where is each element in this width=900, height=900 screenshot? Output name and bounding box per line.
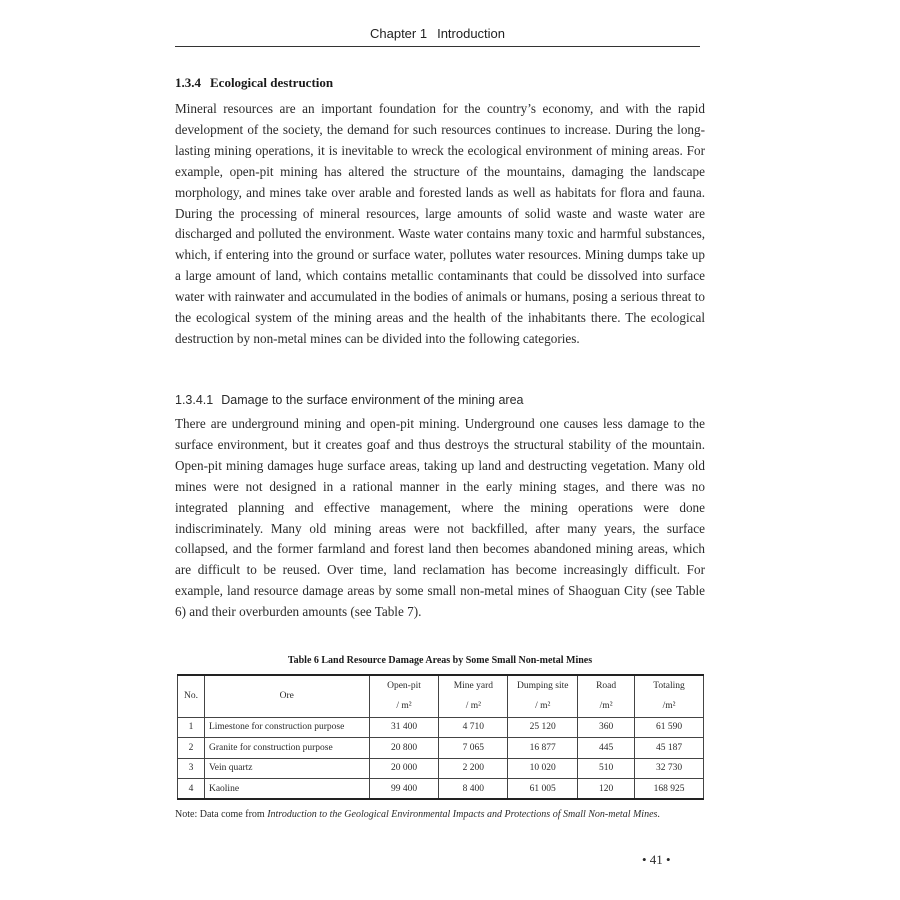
table-cell: 445: [578, 738, 635, 759]
table-cell: 32 730: [635, 758, 704, 779]
column-header: No.: [178, 675, 205, 717]
table-cell: Granite for construction purpose: [204, 738, 369, 759]
column-header: Totaling /m²: [635, 675, 704, 717]
table-cell: 7 065: [439, 738, 508, 759]
note-prefix: Note: Data come from: [175, 809, 268, 820]
section-number: 1.3.4: [175, 75, 201, 90]
column-header: Mine yard / m²: [439, 675, 508, 717]
table-cell: 45 187: [635, 738, 704, 759]
table-cell: 8 400: [439, 779, 508, 800]
table-row: [178, 717, 704, 738]
table-cell: 10 020: [508, 758, 578, 779]
table-row: [178, 779, 704, 800]
running-header: [175, 26, 700, 41]
table-cell: 2: [178, 738, 205, 759]
table-cell: 31 400: [369, 717, 439, 738]
table-row: [178, 758, 704, 779]
column-header: Road /m²: [578, 675, 635, 717]
section-heading: [175, 75, 333, 91]
body-paragraph: Mineral resources are an important foundation for the country’s economy, and with the rapid development of the society, the demand for such resources continues to increase. During the long-lasting mining operations, it is inevitable to wreck the ecological environment of mining areas. For example, open-pit mining has altered the structure of the mountains, damaging the landscape morphology, and mines take over arable and forested lands as well as habitats for flora and fauna. During the processing of mineral resources, large amounts of solid waste and waste water are discharged and polluted the environment. Waste water contains many toxic and harmful substances, which, if entering into the ground or surface water, pollutes water resources. Mining dumps take up a large amount of land, which contains metallic contaminants that could be dissolved into surface water with rainwater and accumulated in the bodies of animals or humans, posing a serious threat to the ecological system of the mining areas and the health of the inhabitants there. The ecological destruction by non-metal mines can be divided into the following categories.: [175, 101, 705, 346]
table-cell: 510: [578, 758, 635, 779]
note-source-title: Introduction to the Geological Environmental Impacts and Protections of Small Non-metal Mines: [267, 809, 658, 820]
section-title: Ecological destruction: [210, 75, 334, 90]
table-caption: Table 6 Land Resource Damage Areas by Some Small Non-metal Mines: [287, 655, 593, 666]
table-header-row: [178, 675, 704, 717]
subsection-heading: [175, 393, 524, 407]
header-rule: [175, 46, 700, 47]
body-paragraph: There are underground mining and open-pit mining. Underground one causes less damage to the surface environment, but it creates goaf and thus destroys the structural stability of the mountain. Open-pit mining damages huge surface areas, taking up land and destructing vegetation. Many old mines were not designed in a rational manner in the early mining stages, and there was no integrated planning and effective management, where the mining operations were done indiscriminately. Many old mining areas were not backfilled, after many years, the surface collapsed, and the former farmland and forest land then becomes abandoned mining areas, which are difficult to be reused. Over time, land reclamation has become increasingly difficult. For example, land resource damage areas by some small non-metal mines of Shaoguan City (see Table 6) and their overburden amounts (see Table 7).: [175, 416, 705, 620]
table-cell: 4: [178, 779, 205, 800]
column-header: Dumping site / m²: [508, 675, 578, 717]
table-note: [175, 804, 705, 825]
table-cell: 120: [578, 779, 635, 800]
column-header: Open-pit / m²: [369, 675, 439, 717]
table-cell: 16 877: [508, 738, 578, 759]
column-header: Ore: [204, 675, 369, 717]
table-cell: 3: [178, 758, 205, 779]
table-cell: 2 200: [439, 758, 508, 779]
note-suffix: .: [657, 809, 660, 820]
table-cell: Vein quartz: [204, 758, 369, 779]
page-number: • 41 •: [642, 852, 671, 867]
table-cell: 25 120: [508, 717, 578, 738]
table-cell: 20 000: [369, 758, 439, 779]
table-cell: Kaoline: [204, 779, 369, 800]
table-cell: 61 590: [635, 717, 704, 738]
chapter-title: Introduction: [437, 26, 506, 41]
table-cell: 20 800: [369, 738, 439, 759]
table-cell: 99 400: [369, 779, 439, 800]
table-cell: 360: [578, 717, 635, 738]
chapter-label: Chapter 1: [369, 26, 428, 41]
table-cell: 61 005: [508, 779, 578, 800]
table-cell: 4 710: [439, 717, 508, 738]
subsection-number: 1.3.4.1: [175, 393, 214, 407]
subsection-title: Damage to the surface environment of the mining area: [221, 393, 524, 407]
table-row: [178, 738, 704, 759]
data-table: [177, 674, 704, 800]
table-cell: 1: [178, 717, 205, 738]
table-cell: 168 925: [635, 779, 704, 800]
table-cell: Limestone for construction purpose: [204, 717, 369, 738]
